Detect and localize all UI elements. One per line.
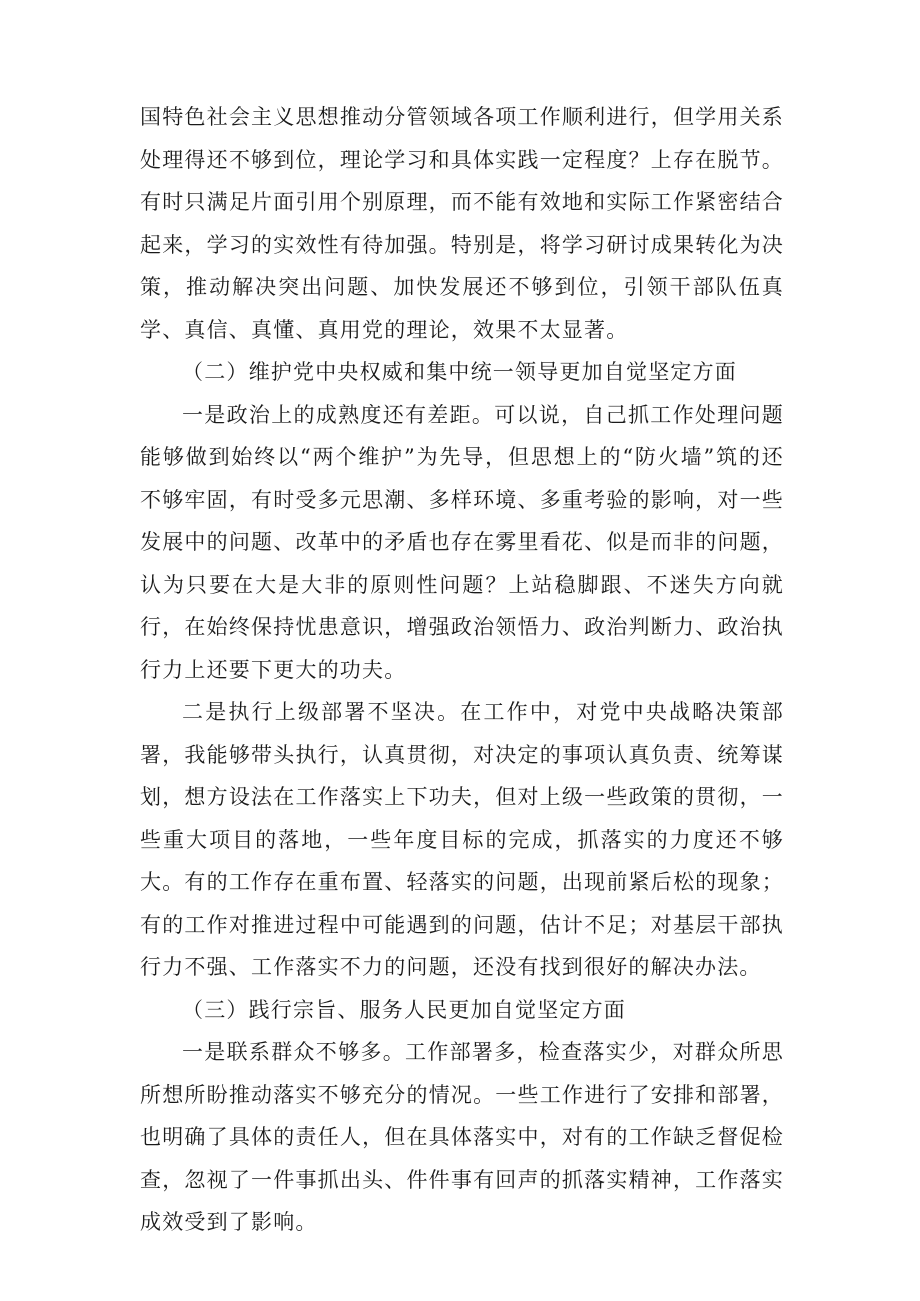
paragraph-execution: 二是执行上级部署不坚决。在工作中，对党中央战略决策部署，我能够带头执行，认真贯彻，对决定的事项认真负责、统筹谋划，想方设法在工作落实上下功夫，但对上级一些政策的贯彻，一些重大项目的落地，一些年度目标的完成，抓落实的力度还不够大。有的工作存在重布置、轻落实的问题，出现前紧后松的现象；有的工作对推进过程中可能遇到的问题，估计不足；对基层干部执行力不强、工作落实不力的问题，还没有找到很好的解决办法。 [140, 700, 784, 979]
paragraph-continued: 国特色社会主义思想推动分管领域各项工作顺利进行，但学用关系处理得还不够到位，理论学习和具体实践一定程度？上存在脱节。有时只满足片面引用个别原理，而不能有效地和实际工作紧密结合起来，学习的实效性有待加强。特别是，将学习研讨成果转化为决策，推动解决突出问题、加快发展还不够到位，引领干部队伍真学、真信、真懂、真用党的理论，效果不太显著。 [140, 105, 784, 342]
section-heading-3: （三）践行宗旨、服务人民更加自觉坚定方面 [182, 997, 626, 1022]
paragraph-political-maturity: 一是政治上的成熟度还有差距。可以说，自己抓工作处理问题能够做到始终以“两个维护”为先导，但思想上的“防火墙”筑的还不够牢固，有时受多元思潮、多样环境、多重考验的影响，对一些发展中的问题、改革中的矛盾也存在雾里看花、似是而非的问题，认为只要在大是大非的原则性问题？上站稳脚跟、不迷失方向就行，在始终保持忧患意识，增强政治领悟力、政治判断力、政治执行力上还要下更大的功夫。 [140, 402, 784, 682]
paragraph-contact-masses: 一是联系群众不够多。工作部署多，检查落实少，对群众所思所想所盼推动落实不够充分的情况。一些工作进行了安排和部署，也明确了具体的责任人，但在具体落实中，对有的工作缺乏督促检查，忽视了一件事抓出头、件件事有回声的抓落实精神，工作落实成效受到了影响。 [140, 1040, 784, 1234]
section-heading-2: （二）维护党中央权威和集中统一领导更加自觉坚定方面 [182, 360, 737, 384]
document-body [140, 96, 784, 1244]
